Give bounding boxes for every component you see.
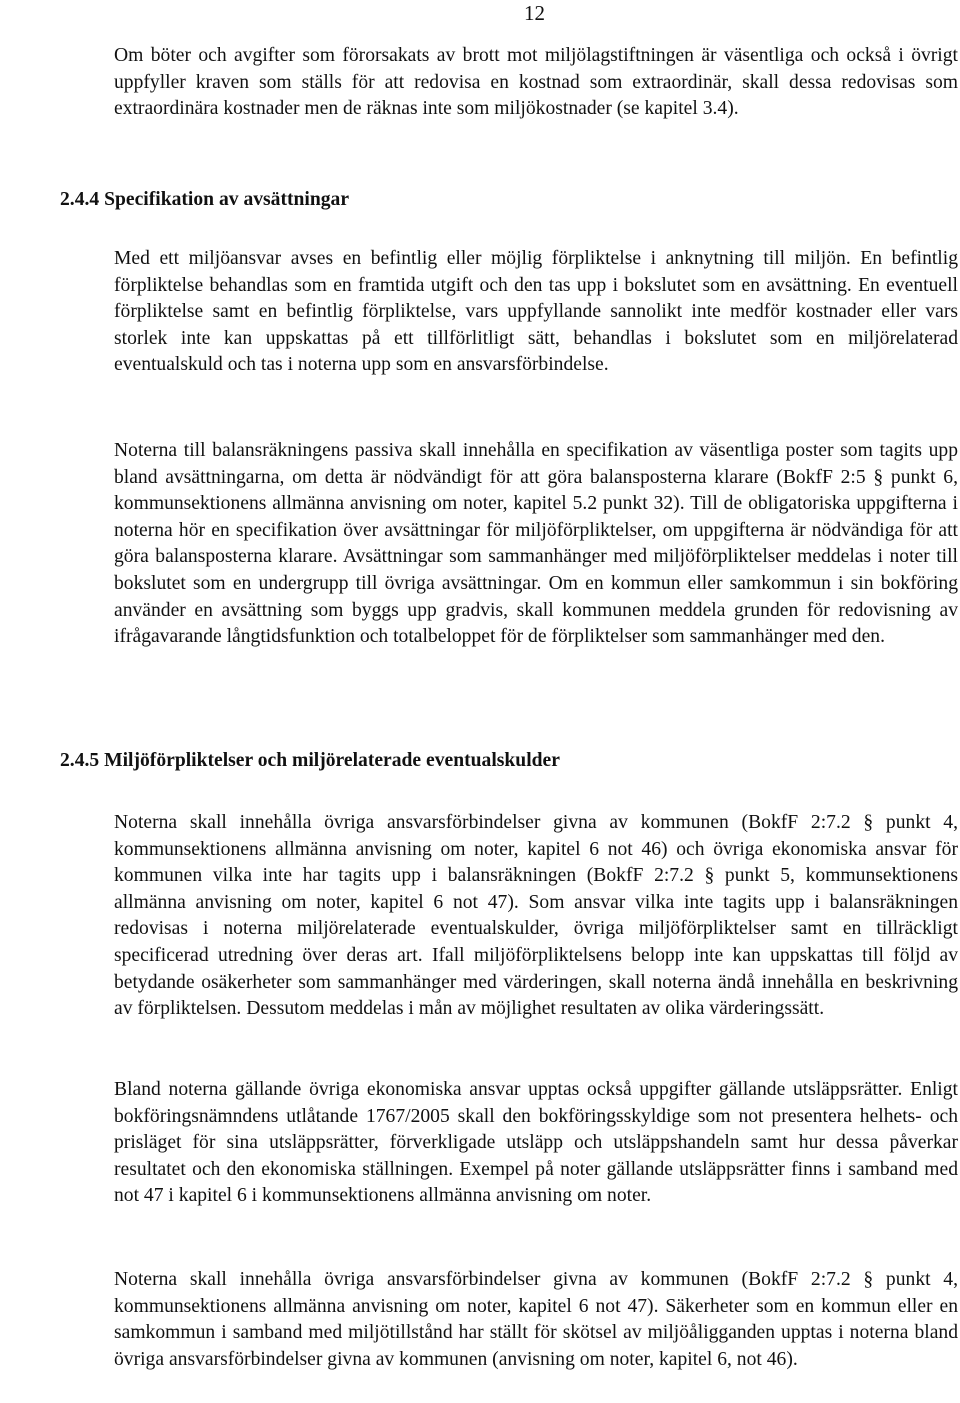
- section-heading-2-4-4: [60, 187, 349, 213]
- page-number: 12: [524, 1, 545, 25]
- section-number: 2.4.4: [60, 189, 100, 210]
- paragraph-guarantees: Noterna skall innehålla övriga ansvarsförbindelser givna av kommunen (BokfF 2:7.2 § punkt 4, kommunsektionens allmänna anvisning om noter, kapitel 6 not 47). Säkerheter som en kommun eller en samkommun i samband med miljötillstånd har ställt för skötsel av miljöåligganden upptas i noterna bland övriga ansvarsförbindelser givna av kommunen (anvisning om noter, kapitel 6, not 46).: [114, 1269, 958, 1370]
- paragraph-fines-extraordinary: Om böter och avgifter som förorsakats av brott mot miljölagstiftningen är väsentliga och också i övrigt uppfyller kraven som ställs för att redovisa en kostnad som extraordinär, skall dessa redovisas som extraordinära kostnader men de räknas inte som miljökostnader (se kapitel 3.4).: [114, 45, 958, 120]
- section-title: Miljöförpliktelser och miljörelaterade eventualskulder: [104, 750, 560, 771]
- paragraph-emission-rights: Bland noterna gällande övriga ekonomiska ansvar upptas också uppgifter gällande utsläppsrätter. Enligt bokföringsnämndens utlåtande 1767/2005 skall den bokföringsskyldige som not presentera helhets- och prisläget för sina utsläppsrätter, förverkligade utsläpp och utsläppshandeln samt hur dessa påverkar resultatet och den ekonomiska ställningen. Exempel på noter gällande utsläppsrätter finns i samband med not 47 i kapitel 6 i kommunsektionens allmänna anvisning om noter.: [114, 1079, 958, 1207]
- section-number: 2.4.5: [60, 750, 100, 771]
- paragraph-environmental-liability: Med ett miljöansvar avses en befintlig eller möjlig förpliktelse i anknytning till miljön. En befintlig förpliktelse behandlas som en framtida utgift och den tas upp i bokslutet som en avsättning. En eventuell förpliktelse samt en befintlig förpliktelse, vars uppfyllande sannolikt inte medför kostnader eller vars storlek inte kan uppskattas på ett tillförlitligt sätt, behandlas i bokslutet som en miljörelaterad eventualskuld och tas i noterna upp som en ansvarsförbindelse.: [114, 248, 958, 376]
- section-title: Specifikation av avsättningar: [104, 189, 350, 210]
- paragraph-notes-liabilities: Noterna till balansräkningens passiva skall innehålla en specifikation av väsentliga poster som tagits upp bland avsättningarna, om detta är nödvändigt för att göra balansposterna klarare (BokfF 2:5 § punkt 6, kommunsektionens allmänna anvisning om noter, kapitel 5.2 punkt 32). Till de obligatoriska uppgifterna i noterna hör en specifikation över avsättningar för miljöförpliktelser, om uppgifterna är nödvändiga för att göra balansposterna klarare. Avsättningar som sammanhänger med miljöförpliktelser meddelas i noter till bokslutet som en undergrupp till övriga avsättningar. Om en kommun eller samkommun i sin bokföring använder en avsättning som byggs upp gradvis, skall kommunen meddela grunden för redovisning av ifrågavarande långtidsfunktion och totalbeloppet för de förpliktelser som sammanhänger med den.: [114, 440, 958, 648]
- section-heading-2-4-5: [60, 748, 560, 774]
- paragraph-other-commitments: Noterna skall innehålla övriga ansvarsförbindelser givna av kommunen (BokfF 2:7.2 § punkt 4, kommunsektionens allmänna anvisning om noter, kapitel 6 not 46) och övriga ekonomiska ansvar för kommunen vilka inte har tagits upp i balansräkningen (BokfF 2:7.2 § punkt 5, kommunsektionens allmänna anvisning om noter, kapitel 6 not 47). Som ansvar vilka inte tagits upp i balansräkningen redovisas i noterna miljörelaterade eventualskulder, övriga miljöförpliktelser samt en tillräckligt specificerad utredning över deras art. Ifall miljöförpliktelsens belopp inte kan uppskattas till följd av betydande osäkerheter som sammanhänger med värderingen, skall noterna ändå innehålla en beskrivning av förpliktelsen. Dessutom meddelas i mån av möjlighet resultaten av olika värderingssätt.: [114, 812, 958, 1020]
